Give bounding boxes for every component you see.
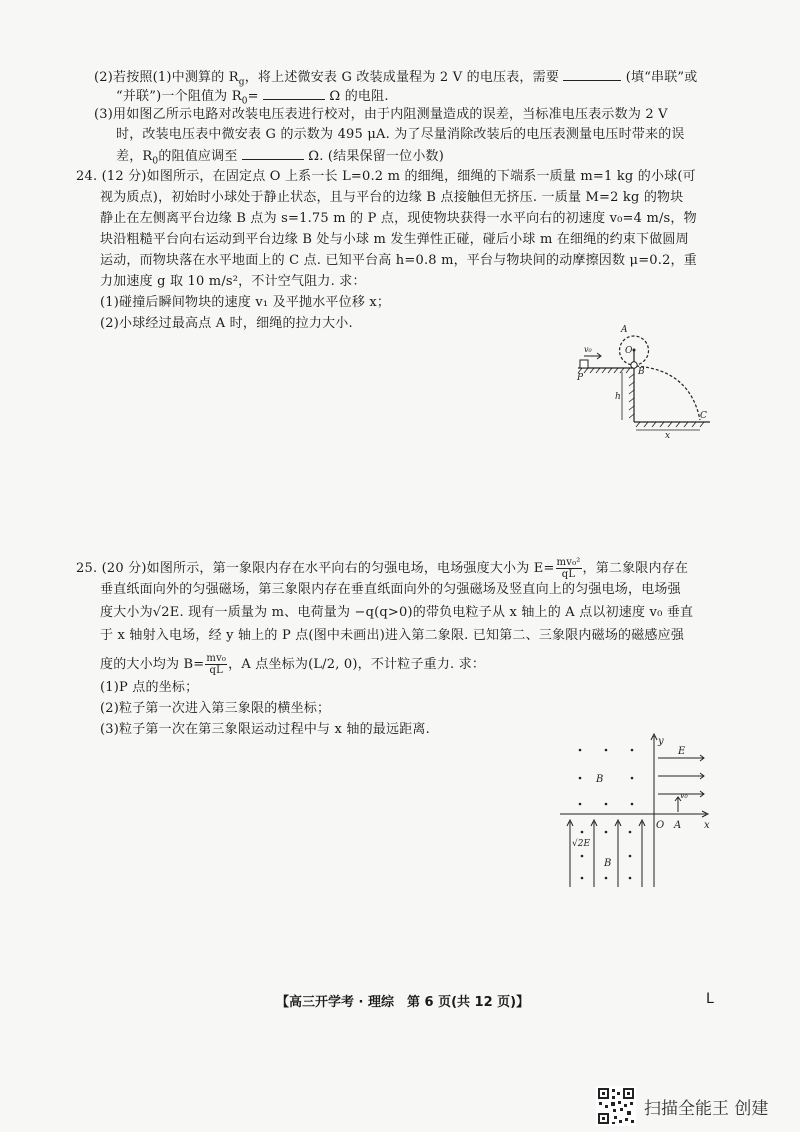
q24-sub1 <box>100 295 390 311</box>
q23-part3-text-a: (3)用如图乙所示电路对改装电压表进行校对，由于内阻测量造成的误差，当标准电压表示数为 2 V <box>94 107 668 122</box>
q23-part2-eq: = <box>247 89 259 104</box>
q23-part3-text-e: 的阻值应调至 <box>158 149 238 164</box>
b-field-dots-q2 <box>579 749 634 806</box>
q25-sub1 <box>100 680 198 696</box>
q23-part3-line2 <box>116 127 685 143</box>
block <box>580 360 588 368</box>
q24-sub2 <box>100 316 353 332</box>
scanner-watermark <box>596 1086 768 1126</box>
q24-line2 <box>100 190 683 206</box>
fraction-B-den: qL <box>209 665 223 676</box>
q24-subq-2: (2)小球经过最高点 A 时，细绳的拉力大小. <box>100 316 353 331</box>
q23-part3-text-b: 时，改装电压表中微安表 G 的示数为 495 μA. 为了尽量消除改装后的电压表测量电压时带来的误 <box>116 127 685 142</box>
fraction-E-den: qL <box>561 569 576 580</box>
projectile-path <box>636 366 700 420</box>
fraction-B <box>205 653 227 676</box>
label-origin: O <box>656 820 665 831</box>
q25-subq-2: (2)粒子第一次进入第三象限的横坐标； <box>100 701 331 716</box>
q25-line5 <box>100 653 485 676</box>
q24-subq-1: (1)碰撞后瞬间物块的速度 v₁ 及平抛水平位移 x； <box>100 295 391 310</box>
q25-line2 <box>100 582 681 598</box>
rg-subscript: g <box>238 77 245 88</box>
q23-part3-text-f: Ω. (结果保留一位小数) <box>308 149 445 164</box>
label-x-25: x <box>704 820 710 831</box>
q24-text-4: 块沿粗糙平台向右运动到平台边缘 B 处与小球 m 发生弹性正碰，碰后小球 m 在细绳的约束下做圆周 <box>100 232 689 247</box>
q25-text-5b: ，A 点坐标为 <box>228 657 309 672</box>
q25-line3 <box>100 605 693 621</box>
q25-sub3 <box>100 722 430 738</box>
q23-part2-text-b: ，将上述微安表 G 改装成量程为 2 V 的电压表，需要 <box>244 70 560 85</box>
label-sqrt2E: √2E <box>572 839 591 849</box>
answer-blank-connection[interactable] <box>563 68 621 81</box>
pivot-o <box>633 349 636 352</box>
q24-text-5: 运动，而物块落在水平地面上的 C 点. 已知平台高 h=0.8 m，平台与物块间的动摩擦因数 μ=0.2，重 <box>100 253 697 268</box>
q24-text-6: 力加速度 g 取 10 m/s²，不计空气阻力. 求： <box>100 274 366 289</box>
coordinate-A: (L/2, 0) <box>308 657 358 672</box>
label-h: h <box>615 392 621 402</box>
label-A-25: A <box>674 820 682 831</box>
q25-text-2: 垂直纸面向外的匀强磁场，第三象限内存在垂直纸面向外的匀强磁场及竖直向上的匀强电场，电场强 <box>100 582 681 597</box>
q24-line1 <box>76 169 696 185</box>
q25-text-1a: 25. (20 分)如图所示，第一象限内存在水平向右的匀强电场，电场强度大小为 E= <box>76 561 555 576</box>
q25-line1 <box>76 557 688 580</box>
answer-blank-r0[interactable] <box>263 87 325 100</box>
ball <box>631 362 637 368</box>
q24-line4 <box>100 232 689 248</box>
q25-text-5a: 度的大小均为 B= <box>100 657 205 672</box>
q25-subq-3: (3)粒子第一次在第三象限运动过程中与 x 轴的最远距离. <box>100 722 430 737</box>
r0-subscript: 0 <box>241 96 248 107</box>
q25-sub2 <box>100 701 330 717</box>
page-footer: 【高三开学考 · 理综 第 6 页(共 12 页)】 <box>276 995 530 1010</box>
q25-figure <box>556 732 716 892</box>
q25-text-4: 于 x 轴射入电场，经 y 轴上的 P 点(图中未画出)进入第二象限. 已知第二、三象限内磁场的磁感应强 <box>100 628 685 643</box>
label-B-q2: B <box>596 774 604 785</box>
q24-figure <box>570 310 720 440</box>
label-O: O <box>625 346 633 356</box>
fraction-E-num: mv₀² <box>556 557 581 568</box>
q23-part2-text-a: (2)若按照(1)中测算的 R <box>94 70 239 85</box>
label-B-q3: B <box>604 858 612 869</box>
fraction-E <box>556 557 582 580</box>
label-C: C <box>700 411 707 421</box>
q24-text-1: 24. (12 分)如图所示，在固定点 O 上系一长 L=0.2 m 的细绳，细绳的下端系一质量 m=1 kg 的小球(可 <box>76 169 696 184</box>
b-field-dots-q3 <box>581 831 632 880</box>
label-A: A <box>621 325 628 335</box>
ground-hatch <box>636 422 704 427</box>
answer-blank-r0-adjust[interactable] <box>242 147 304 160</box>
q23-part2-text-g: Ω 的电阻. <box>329 89 389 104</box>
q23-part2-text-c: (填“串联”或 <box>625 70 698 85</box>
wall-hatch <box>629 374 634 418</box>
q25-text-3: 度大小为√2E. 现有一质量为 m、电荷量为 −q(q>0)的带负电粒子从 x 轴上的 A 点以初速度 v₀ 垂直 <box>100 605 694 620</box>
q23-part3-text-c: 差，R <box>116 149 153 164</box>
q24-line6 <box>100 274 366 290</box>
watermark-text: 扫描全能王 创建 <box>644 1098 769 1119</box>
corner-mark: L <box>706 991 714 1007</box>
q25-text-1b: ，第二象限内存在 <box>582 561 689 576</box>
label-v0-25: v₀ <box>680 791 688 800</box>
label-P: P <box>577 373 584 383</box>
r0-subscript-2: 0 <box>152 156 159 167</box>
q25-text-5c: ，不计粒子重力. 求： <box>357 657 486 672</box>
label-y: y <box>658 736 664 747</box>
label-x: x <box>665 431 671 440</box>
label-B: B <box>638 367 645 377</box>
q24-line3 <box>100 211 697 227</box>
q23-part3-line3 <box>116 147 444 170</box>
q24-text-2: 视为质点)，初始时小球处于静止状态，且与平台的边缘 B 点接触但无挤压. 一质量 M=2 kg 的物块 <box>100 190 684 205</box>
q24-text-3: 静止在左侧离平台边缘 B 点为 s=1.75 m 的 P 点，现使物块获得一水平向右的初速度 v₀=4 m/s，物 <box>100 211 697 226</box>
q25-subq-1: (1)P 点的坐标； <box>100 680 199 695</box>
q23-part3-line1 <box>94 107 668 123</box>
q24-line5 <box>100 253 697 269</box>
label-E: E <box>678 746 686 757</box>
fraction-B-num: mv₀ <box>206 653 227 664</box>
q23-part2-text-d: “并联”)一个阻值为 R <box>116 89 242 104</box>
label-v0: v₀ <box>584 345 592 354</box>
q25-line4 <box>100 628 684 644</box>
qr-code-icon <box>596 1086 636 1126</box>
